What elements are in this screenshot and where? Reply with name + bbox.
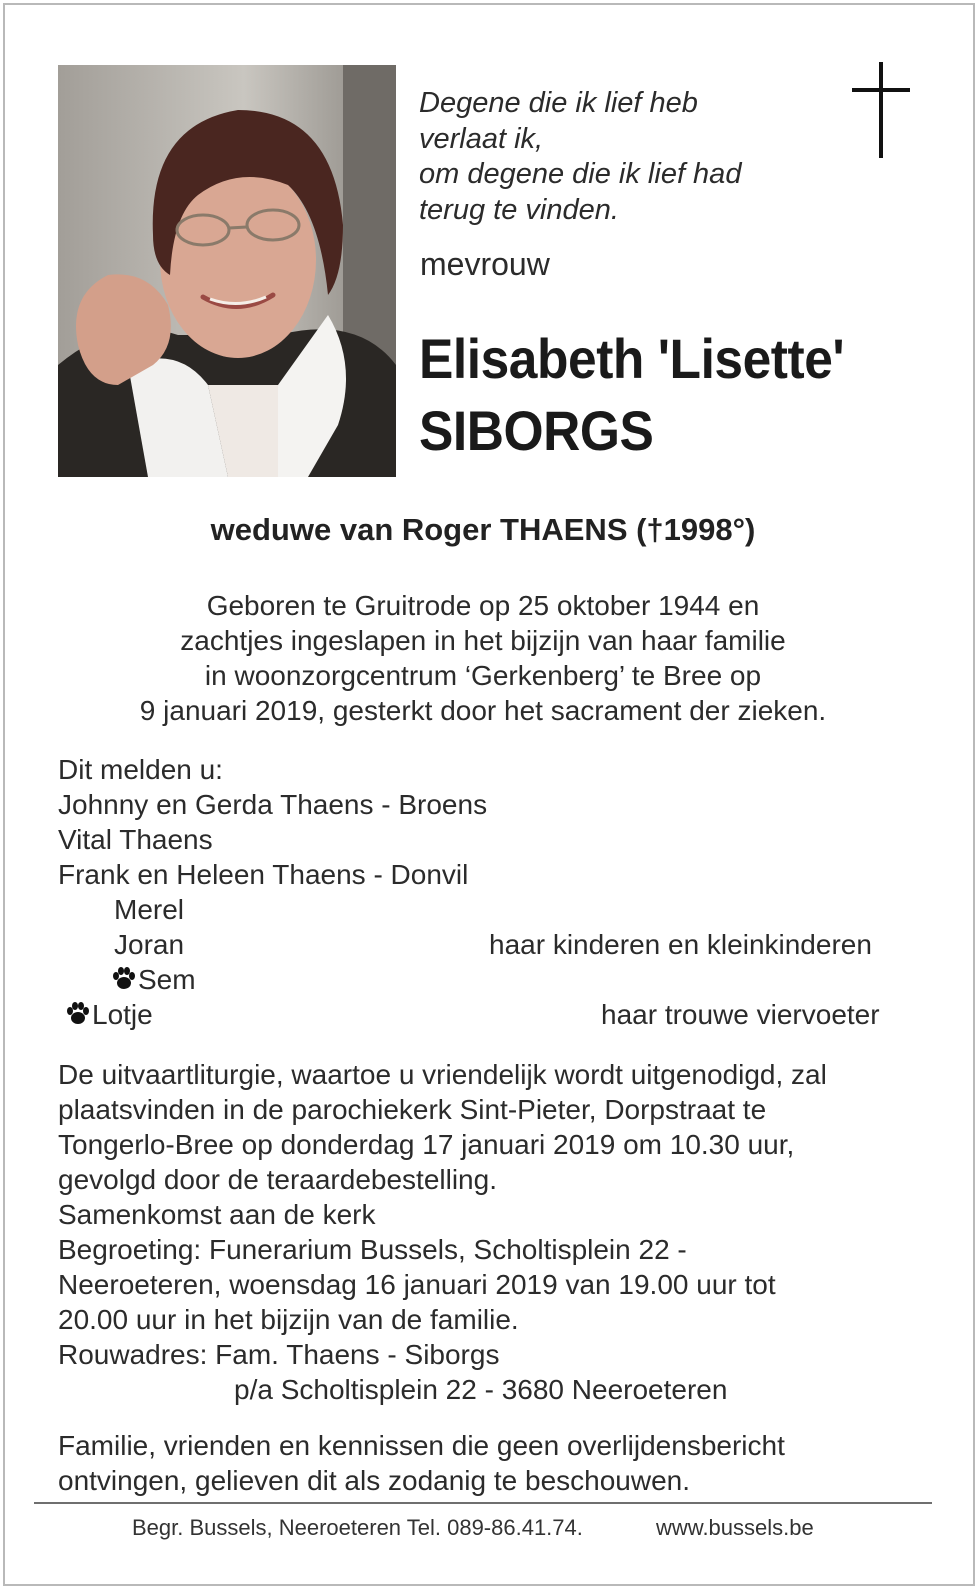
- text-line: 9 januari 2019, gesterkt door het sacrament der zieken.: [139, 695, 827, 726]
- relation-children: haar kinderen en kleinkinderen: [489, 929, 872, 960]
- memorial-quote: [419, 86, 741, 228]
- text-line: Familie, vrienden en kennissen die geen overlijdensbericht: [58, 1430, 785, 1461]
- family-list: [58, 752, 487, 1032]
- child-entry: Vital Thaens: [58, 824, 213, 855]
- quote-line: terug te vinden.: [419, 193, 619, 226]
- grandchild-entry: Joran: [114, 929, 185, 960]
- text-line: Samenkomst aan de kerk: [58, 1199, 376, 1230]
- text-line: Geboren te Gruitrode op 25 oktober 1944 en: [206, 590, 760, 621]
- grandchild-entry-row: [58, 962, 487, 997]
- first-name: Elisabeth 'Lisette': [419, 327, 845, 390]
- family-intro: Dit melden u:: [58, 754, 223, 785]
- quote-line: verlaat ik,: [419, 122, 544, 155]
- text-line: Tongerlo-Bree op donderdag 17 januari 2019 om 10.30 uur,: [58, 1129, 795, 1160]
- cross-icon: [852, 62, 910, 158]
- pet-entry-row: [58, 997, 487, 1032]
- text-line: 20.00 uur in het bijzijn van de familie.: [58, 1304, 519, 1335]
- widow-of-line: weduwe van Roger THAENS (†1998°): [210, 512, 756, 547]
- mourning-address: p/a Scholtisplein 22 - 3680 Neeroeteren: [234, 1374, 728, 1405]
- grandchild-name: Sem: [138, 964, 196, 995]
- ceremony-paragraph: [58, 1057, 827, 1407]
- website-link[interactable]: www.bussels.be: [656, 1515, 814, 1540]
- text-line: Begroeting: Funerarium Bussels, Scholtisplein 22 -: [58, 1234, 687, 1265]
- text-line: Neeroeteren, woensdag 16 januari 2019 van 19.00 uur tot: [58, 1269, 776, 1300]
- text-line: ontvingen, gelieven dit als zodanig te beschouwen.: [58, 1465, 690, 1496]
- text-line: zachtjes ingeslapen in het bijzijn van haar familie: [180, 625, 786, 656]
- text-line: gevolgd door de teraardebestelling.: [58, 1164, 497, 1195]
- text-line: Rouwadres: Fam. Thaens - Siborgs: [58, 1339, 500, 1370]
- funeral-home-contact: Begr. Bussels, Neeroeteren Tel. 089-86.41.74.: [132, 1515, 583, 1540]
- honorific: mevrouw: [420, 246, 550, 282]
- deceased-name: [419, 323, 844, 467]
- relation-pet: haar trouwe viervoeter: [601, 999, 880, 1030]
- text-line: in woonzorgcentrum ‘Gerkenberg’ te Bree op: [204, 660, 762, 691]
- paw-icon: [64, 999, 92, 1027]
- child-entry: Frank en Heleen Thaens - Donvil: [58, 859, 469, 890]
- footer-divider: [34, 1502, 932, 1504]
- last-name: SIBORGS: [419, 399, 654, 462]
- quote-line: om degene die ik lief had: [419, 158, 742, 190]
- paw-icon: [110, 964, 138, 992]
- birth-death-paragraph: [0, 588, 966, 728]
- quote-line: Degene die ik lief heb: [419, 87, 698, 119]
- portrait-photo: [58, 65, 396, 477]
- grandchild-entry: Merel: [114, 894, 185, 925]
- pet-name: Lotje: [92, 999, 153, 1030]
- text-line: De uitvaartliturgie, waartoe u vriendelijk wordt uitgenodigd, zal: [58, 1059, 827, 1090]
- closing-paragraph: [58, 1428, 785, 1498]
- child-entry: Johnny en Gerda Thaens - Broens: [58, 789, 488, 820]
- text-line: plaatsvinden in de parochiekerk Sint-Pieter, Dorpstraat te: [58, 1094, 767, 1125]
